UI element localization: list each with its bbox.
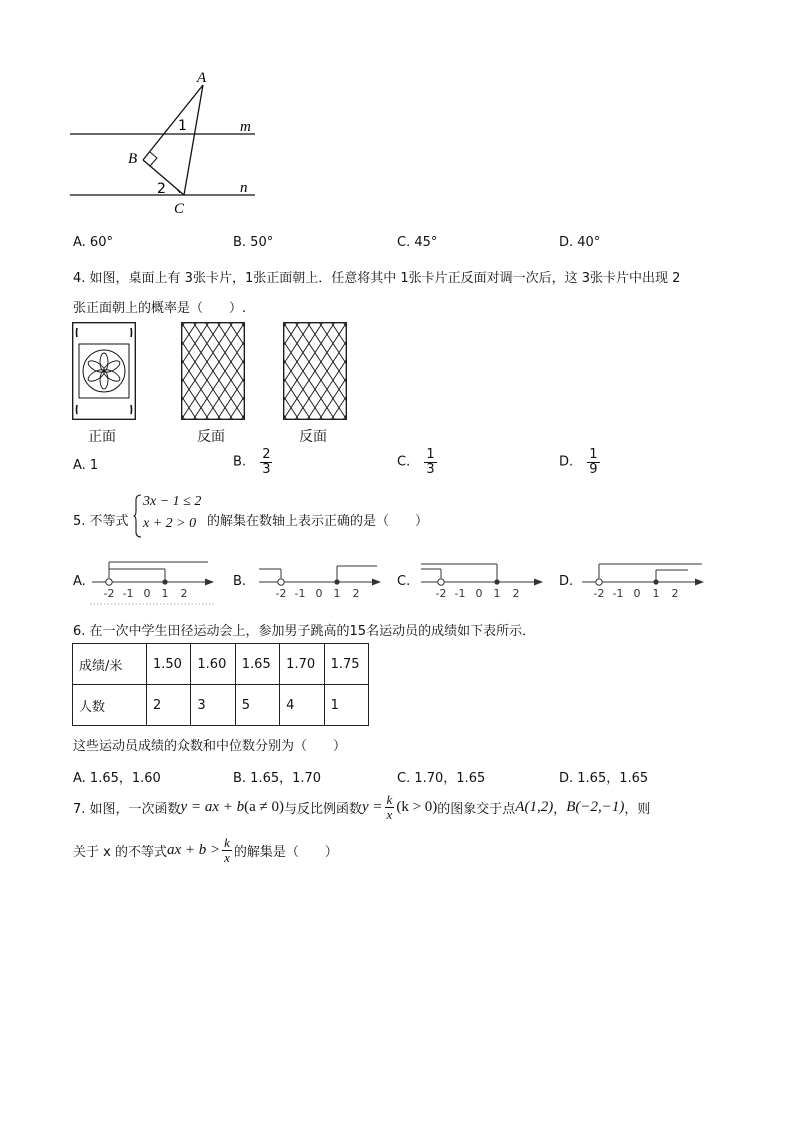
label-m: m — [240, 119, 251, 135]
table-cell: 成绩/米 — [73, 644, 147, 685]
right-angle-mark — [150, 152, 157, 166]
q7-linear-eq: y = ax + b — [180, 798, 245, 815]
q4-option-b-fraction — [260, 448, 272, 476]
q7-fraction — [385, 793, 395, 821]
svg-text:2: 2 — [180, 587, 188, 600]
left-brace — [133, 494, 142, 538]
number-line-b — [255, 556, 387, 608]
q7-line1 — [73, 793, 650, 821]
number-line-d — [578, 556, 710, 608]
q4-option-c-prefix: C. — [397, 454, 411, 470]
q3-option-b[interactable]: B. 50° — [233, 235, 274, 250]
fraction-numerator: 1 — [426, 447, 435, 462]
q4-option-d-prefix: D. — [559, 454, 574, 470]
svg-text:1: 1 — [333, 587, 341, 600]
svg-text:-2: -2 — [435, 587, 447, 600]
svg-text:-1: -1 — [122, 587, 134, 600]
fraction-denominator: x — [386, 806, 393, 822]
card-label-back-1: 反面 — [197, 429, 225, 445]
label-n: n — [240, 180, 248, 196]
q3-option-c[interactable]: C. 45° — [397, 235, 438, 250]
q7-l2-text-b: 的解集是（ ） — [233, 844, 338, 860]
q4-text-line2: 张正面朝上的概率是（ ）. — [73, 301, 247, 316]
q7-line2 — [73, 836, 338, 864]
q5-prefix: 5. 不等式 — [73, 514, 129, 529]
q4-option-a[interactable]: A. 1 — [73, 458, 99, 473]
table-cell: 1.50 — [147, 644, 191, 685]
svg-text:1: 1 — [652, 587, 660, 600]
label-2: 2 — [157, 181, 166, 197]
segment-ac — [184, 85, 203, 195]
q3-option-d[interactable]: D. 40° — [559, 235, 601, 250]
card-back-1 — [181, 322, 245, 420]
q7-reciprocal-eq: y = — [362, 798, 383, 815]
q6-question: 这些运动员成绩的众数和中位数分别为（ ） — [73, 739, 347, 754]
scores-table — [72, 643, 369, 726]
q7-text-d: ，则 — [624, 801, 651, 817]
table-cell: 2 — [147, 685, 191, 726]
segment-ab — [143, 85, 203, 160]
q5-option-d[interactable]: D. — [559, 574, 574, 589]
svg-text:0: 0 — [315, 587, 323, 600]
fraction-denominator: 3 — [262, 461, 271, 477]
q4-text-line1: 4. 如图，桌面上有 3张卡片，1张正面朝上．任意将其中 1张卡片正反面对调一次后，这 3张卡片中出现 2 — [73, 271, 681, 286]
svg-text:1: 1 — [161, 587, 169, 600]
table-row — [73, 685, 369, 726]
fraction-numerator: 2 — [262, 447, 271, 462]
q4-option-b[interactable] — [233, 448, 272, 476]
geometry-figure — [60, 60, 270, 225]
label-1: 1 — [178, 118, 187, 134]
table-cell: 1.65 — [235, 644, 279, 685]
q5-inequality-system — [133, 494, 205, 538]
svg-text:2: 2 — [512, 587, 520, 600]
q4-option-b-prefix: B. — [233, 454, 247, 470]
svg-text:-2: -2 — [103, 587, 115, 600]
q7-point-b: B(−2,−1) — [566, 798, 625, 815]
fraction-denominator: 9 — [589, 461, 598, 477]
q6-option-a[interactable]: A. 1.65，1.60 — [73, 771, 161, 786]
table-cell: 1.70 — [280, 644, 324, 685]
svg-text:1: 1 — [493, 587, 501, 600]
label-a: A — [197, 70, 207, 86]
table-cell: 1.75 — [324, 644, 368, 685]
q7-separator: ， — [553, 801, 567, 817]
q7-l2-text-a: 关于 x 的不等式 — [73, 844, 167, 860]
fraction-denominator: x — [224, 849, 230, 865]
table-cell: 4 — [280, 685, 324, 726]
q7-text-b: 与反比例函数 — [284, 801, 363, 817]
q7-l2-eq: ax + b > — [166, 841, 221, 858]
q7-text-a: 7. 如图，一次函数 — [73, 801, 181, 817]
card-label-back-2: 反面 — [299, 429, 327, 445]
q6-text: 6. 在一次中学生田径运动会上，参加男子跳高的15名运动员的成绩如下表所示． — [73, 624, 536, 639]
q5-option-b[interactable]: B. — [233, 574, 247, 589]
q7-cond1: (a ≠ 0) — [244, 798, 284, 815]
table-cell: 3 — [191, 685, 235, 726]
table-cell: 1.60 — [191, 644, 235, 685]
svg-text:-2: -2 — [593, 587, 605, 600]
table-row — [73, 644, 369, 685]
card-face-up — [72, 322, 136, 420]
q6-option-b[interactable]: B. 1.65，1.70 — [233, 771, 322, 786]
label-c: C — [174, 201, 185, 217]
svg-text:0: 0 — [143, 587, 151, 600]
svg-text:0: 0 — [633, 587, 641, 600]
q4-option-d-fraction — [587, 448, 599, 476]
q7-l2-fraction — [222, 836, 232, 864]
svg-text:-1: -1 — [612, 587, 624, 600]
number-line-c — [417, 556, 549, 608]
inequality-1: 3x − 1 ≤ 2 — [143, 494, 202, 509]
svg-text:-1: -1 — [294, 587, 306, 600]
svg-text:-2: -2 — [275, 587, 287, 600]
q4-option-c-fraction — [424, 448, 436, 476]
card-back-2 — [283, 322, 347, 420]
fraction-numerator: k — [386, 792, 393, 807]
q7-point-a: A(1,2) — [515, 798, 554, 815]
fraction-numerator: k — [224, 835, 230, 850]
q5-suffix: 的解集在数轴上表示正确的是（ ） — [207, 514, 429, 529]
q7-cond2: (k > 0) — [396, 798, 438, 815]
number-line-a — [88, 556, 220, 608]
svg-text:2: 2 — [671, 587, 679, 600]
table-cell: 人数 — [73, 685, 147, 726]
q6-option-c[interactable]: C. 1.70，1.65 — [397, 771, 486, 786]
q5-option-c[interactable]: C. — [397, 574, 411, 589]
svg-text:0: 0 — [475, 587, 483, 600]
table-cell: 1 — [324, 685, 368, 726]
q4-option-c[interactable] — [397, 448, 437, 476]
q4-option-d[interactable] — [559, 448, 600, 476]
q5-option-a[interactable]: A. — [73, 574, 86, 589]
q3-option-a[interactable]: A. 60° — [73, 235, 113, 250]
svg-text:-1: -1 — [454, 587, 466, 600]
inequality-2: x + 2 > 0 — [143, 516, 197, 531]
label-b: B — [128, 151, 138, 167]
card-label-front: 正面 — [88, 429, 116, 445]
fraction-numerator: 1 — [589, 447, 598, 462]
table-cell: 5 — [235, 685, 279, 726]
svg-text:2: 2 — [352, 587, 360, 600]
fraction-denominator: 3 — [426, 461, 435, 477]
q6-option-d[interactable]: D. 1.65，1.65 — [559, 771, 649, 786]
q7-text-c: 的图象交于点 — [437, 801, 516, 817]
